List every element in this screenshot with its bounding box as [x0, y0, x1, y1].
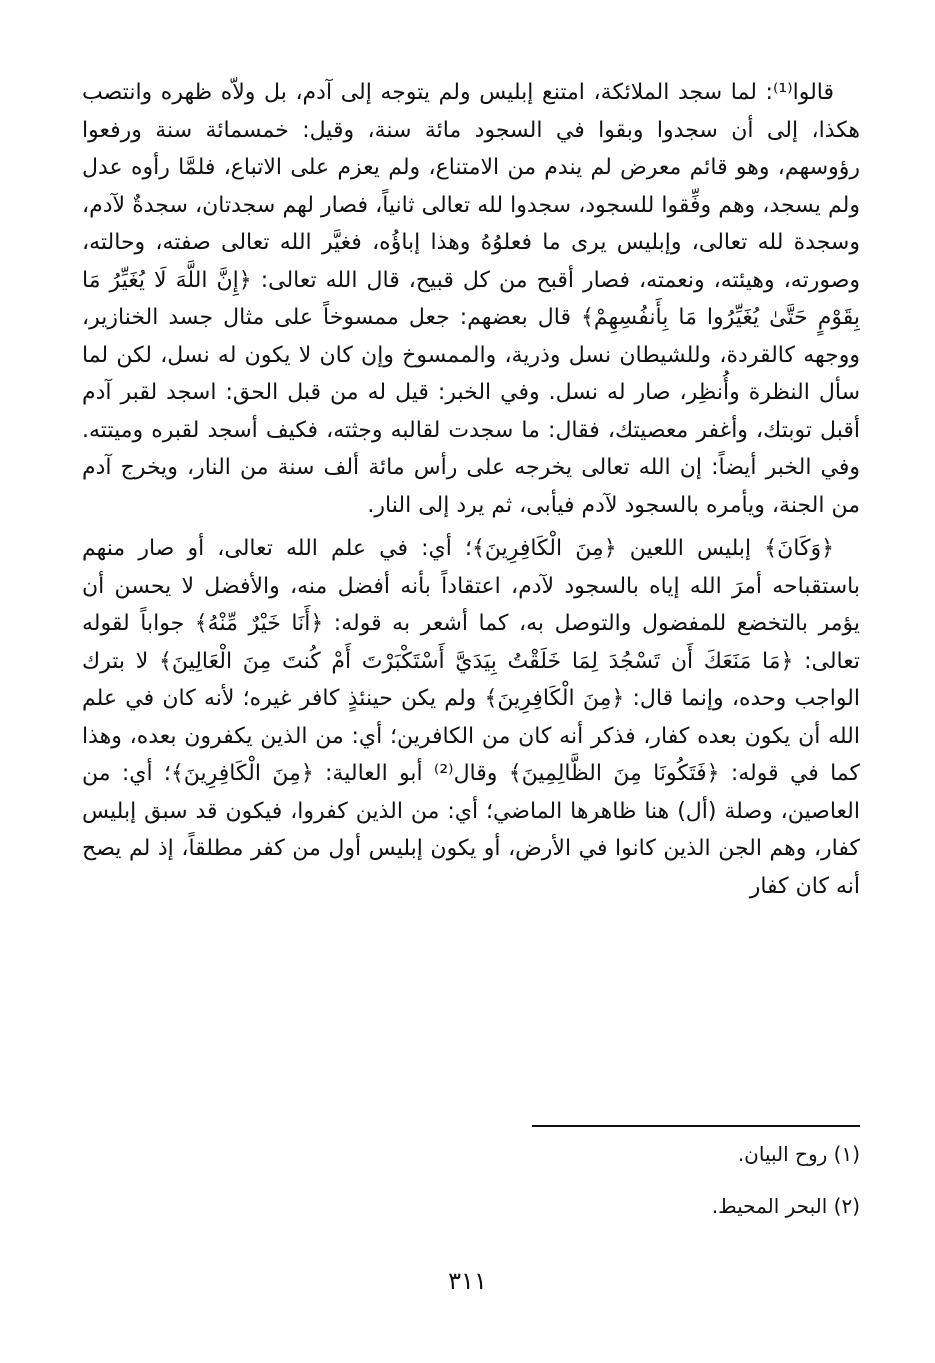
main-text [82, 74, 860, 1106]
footnote-1: (١) روح البيان. [737, 1142, 860, 1166]
paragraph-2: ﴿وَكَانَ﴾ إبليس اللعين ﴿مِنَ الْكَافِرِينَ﴾؛ أي: في علم الله تعالى، أو صار منهم باستقباحه أمرَ الله إياه بالسجود لآدم، اعتقاداً بأنه أفضل منه، والأفضل لا يحسن أن يؤمر بالتخضع للمفضول والتوصل به، كما أشعر به قوله: ﴿أَنَا خَيْرٌ مِّنْهُ﴾ جواباً لقوله تعالى: ﴿مَا مَنَعَكَ أَن تَسْجُدَ لِمَا خَلَقْتُ بِيَدَيَّ أَسْتَكْبَرْتَ أَمْ كُنتَ مِنَ الْعَالِينَ﴾ لا بترك الواجب وحده، وإنما قال: ﴿مِنَ الْكَافِرِينَ﴾ ولم يكن حينئذٍ كافر غيره؛ لأنه كان في علم الله أن يكون بعده كفار، فذكر أنه كان من الكافرين؛ أي: من الذين يكفرون بعده، وهذا كما في قوله: ﴿فَتَكُونَا مِنَ الظَّالِمِينَ﴾ وقال⁽²⁾ أبو العالية: ﴿مِنَ الْكَافِرِينَ﴾؛ أي: من العاصين، وصلة (أل) هنا ظاهرها الماضي؛ أي: من الذين كفروا، فيكون قد سبق إبليس كفار، وهم الجن الذين كانوا في الأرض، أو يكون إبليس أول من كفر مطلقاً، إذ لم يصح أنه كان كفار [82, 536, 860, 899]
footnotes [82, 1140, 860, 1220]
page-number: ٣١١ [448, 1267, 487, 1295]
paragraph-1: قالوا⁽¹⁾: لما سجد الملائكة، امتنع إبليس ولم يتوجه إلى آدم، بل ولاّه ظهره وانتصب هكذا، إلى أن سجدوا وبقوا في السجود مائة سنة، وقيل: خمسمائة سنة ورفعوا رؤوسهم، وهو قائم معرض لم يندم من الامتناع، ولم يعزم على الاتباع، فلمَّا رأوه عدل ولم يسجد، وهم وفِّقوا للسجود، سجدوا لله تعالى ثانياً، فصار لهم سجدتان، سجدةٌ لآدم، وسجدة لله تعالى، وإبليس يرى ما فعلوُهُ وهذا إباؤُه، فغيَّر الله تعالى صفته، وحالته، وصورته، وهيئته، ونعمته، فصار أقبح من كل قبيح، قال الله تعالى: ﴿إِنَّ اللَّهَ لَا يُغَيِّرُ مَا بِقَوْمٍ حَتَّىٰ يُغَيِّرُوا مَا بِأَنفُسِهِمْ﴾ قال بعضهم: جعل ممسوخاً على مثال جسد الخنازير، ووجهه كالقردة، وللشيطان نسل وذرية، والممسوخ وإن كان لا يكون له نسل، لكن لما سأل النظرة وأُنظِر، صار له نسل. وفي الخبر: قيل له من قبل الحق: اسجد لقبر آدم أقبل توبتك، وأغفر معصيتك، فقال: ما سجدت لقالبه وجثته، فكيف أسجد لقبره وميتته. وفي الخبر أيضاً: إن الله تعالى يخرجه على رأس مائة ألف سنة من النار، ويخرج آدم من الجنة، ويأمره بالسجود لآدم فيأبى، ثم يرد إلى النار. [82, 80, 860, 518]
footnote-divider [532, 1125, 860, 1127]
footnote-2: (٢) البحر المحيط. [711, 1194, 860, 1218]
